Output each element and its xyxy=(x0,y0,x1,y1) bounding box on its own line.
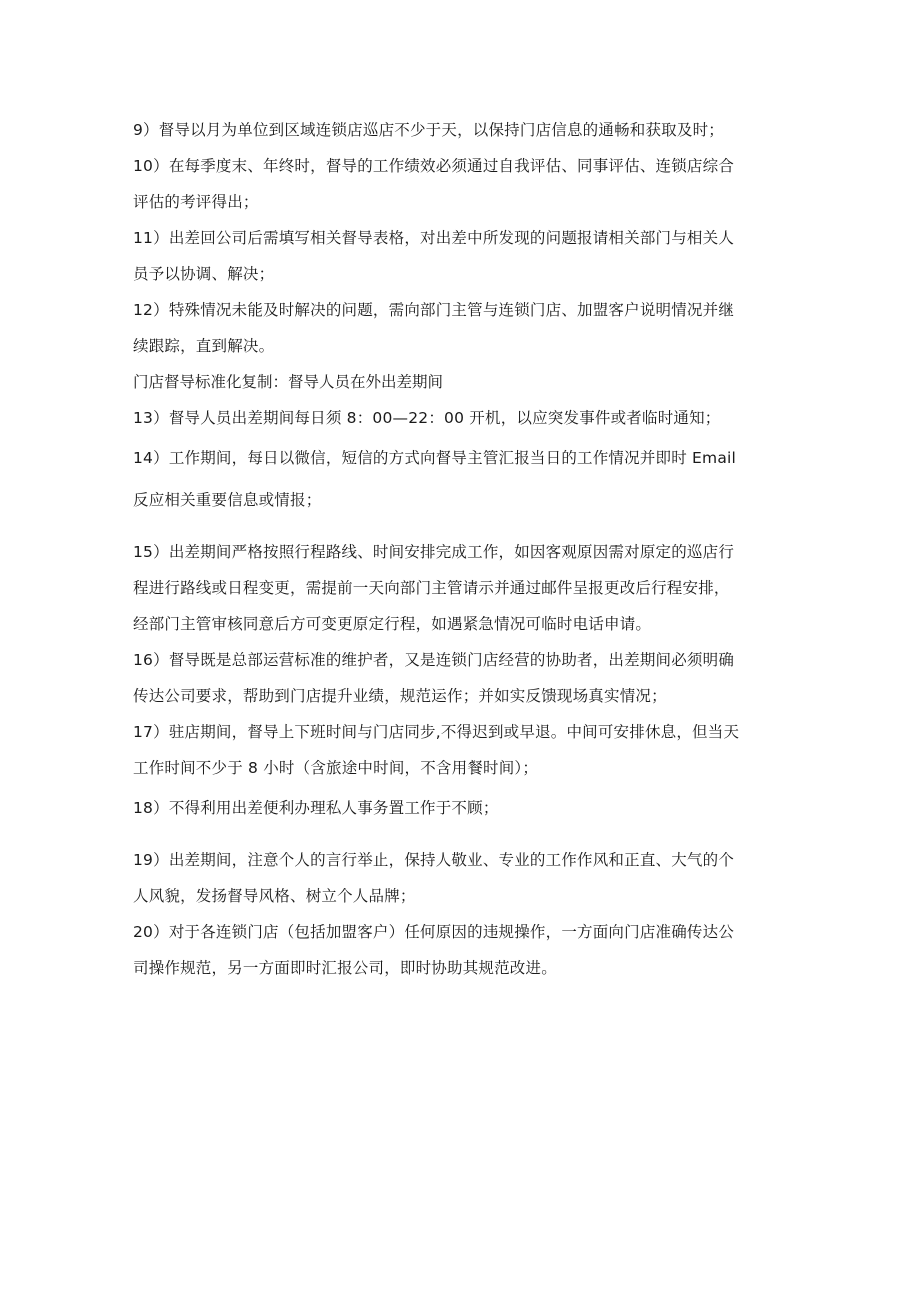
list-item-13 xyxy=(133,400,793,436)
text-line: 人风貌，发扬督导风格、树立个人品牌； xyxy=(133,887,416,905)
text-line: 13）督导人员出差期间每日须 8：00—22：00 开机，以应突发事件或者临时通知； xyxy=(133,409,721,427)
text-line: 12）特殊情况未能及时解决的问题，需向部门主管与连锁门店、加盟客户说明情况并继 xyxy=(133,301,735,319)
text-line: 续跟踪，直到解决。 xyxy=(133,337,275,355)
text-line: 15）出差期间严格按照行程路线、时间安排完成工作，如因客观原因需对原定的巡店行 xyxy=(133,543,735,561)
list-item-17 xyxy=(133,714,793,786)
list-item-18 xyxy=(133,790,793,826)
list-item-11 xyxy=(133,220,793,292)
document-page xyxy=(133,112,793,986)
text-line: 11）出差回公司后需填写相关督导表格，对出差中所发现的问题报请相关部门与相关人 xyxy=(133,229,735,247)
text-line: 14）工作期间，每日以微信，短信的方式向督导主管汇报当日的工作情况并即时 Email xyxy=(133,449,737,467)
text-line: 工作时间不少于 8 小时（含旅途中时间，不含用餐时间）； xyxy=(133,759,539,777)
list-item-20 xyxy=(133,914,793,986)
list-item-15 xyxy=(133,534,793,642)
list-item-19 xyxy=(133,842,793,914)
list-item-12 xyxy=(133,292,793,364)
text-line: 17）驻店期间，督导上下班时间与门店同步,不得迟到或早退。中间可安排休息，但当天 xyxy=(133,723,740,741)
text-line: 员予以协调、解决； xyxy=(133,265,275,283)
text-line: 评估的考评得出； xyxy=(133,193,259,211)
text-line: 18）不得利用出差便利办理私人事务置工作于不顾； xyxy=(133,799,499,817)
text-line: 19）出差期间，注意个人的言行举止，保持人敬业、专业的工作作风和正直、大气的个 xyxy=(133,851,735,869)
list-item-9 xyxy=(133,112,793,148)
text-line: 10）在每季度末、年终时，督导的工作绩效必须通过自我评估、同事评估、连锁店综合 xyxy=(133,157,735,175)
list-item-16 xyxy=(133,642,793,714)
list-item-14 xyxy=(133,440,793,518)
text-line: 程进行路线或日程变更，需提前一天向部门主管请示并通过邮件呈报更改后行程安排， xyxy=(133,579,730,597)
text-line: 20）对于各连锁门店（包括加盟客户）任何原因的违规操作，一方面向门店准确传达公 xyxy=(133,923,735,941)
text-line: 司操作规范，另一方面即时汇报公司，即时协助其规范改进。 xyxy=(133,959,557,977)
text-line: 9）督导以月为单位到区域连锁店巡店不少于天，以保持门店信息的通畅和获取及时； xyxy=(133,121,724,139)
text-line: 反应相关重要信息或情报； xyxy=(133,491,322,509)
text-line: 16）督导既是总部运营标准的维护者，又是连锁门店经营的协助者，出差期间必须明确 xyxy=(133,651,735,669)
text-line: 传达公司要求，帮助到门店提升业绩，规范运作；并如实反馈现场真实情况； xyxy=(133,687,667,705)
list-item-10 xyxy=(133,148,793,220)
text-line: 经部门主管审核同意后方可变更原定行程，如遇紧急情况可临时电话申请。 xyxy=(133,615,652,633)
section-heading: 门店督导标准化复制：督导人员在外出差期间 xyxy=(133,373,444,391)
